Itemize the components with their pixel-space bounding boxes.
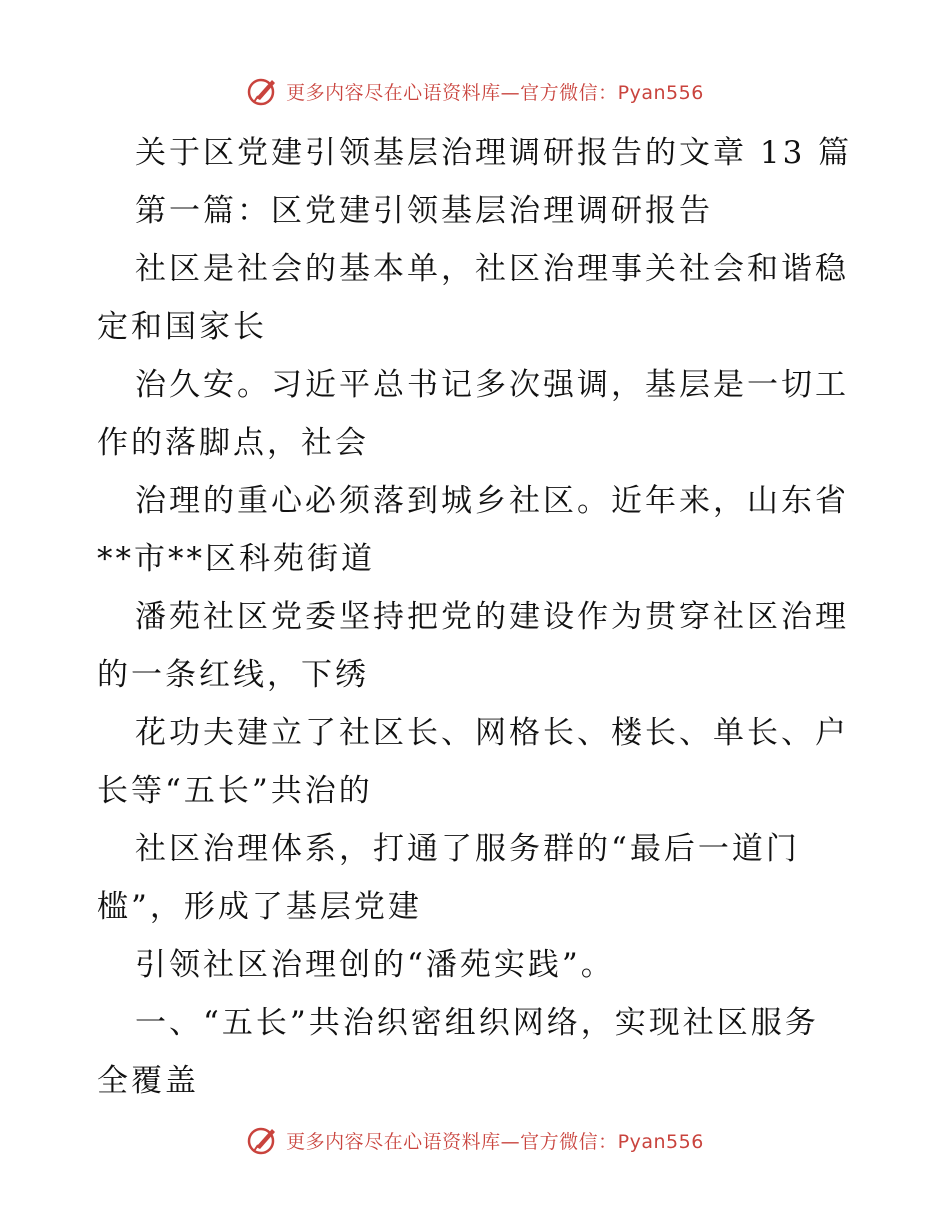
subsection-heading-continued: 全覆盖	[97, 1063, 199, 1099]
paragraph-line: 社区治理体系，打通了服务群的“最后一道门	[135, 831, 800, 867]
watermark-text: 更多内容尽在心语资料库—官方微信：Pyan556	[286, 1130, 704, 1153]
paragraph-line: 的一条红线，下绣	[97, 657, 369, 693]
header-watermark	[0, 74, 950, 108]
paragraph-line: 长等“五长”共治的	[97, 773, 373, 809]
paragraph-line: 定和国家长	[97, 309, 267, 345]
feather-pen-logo-icon	[246, 74, 280, 108]
paragraph-line: 花功夫建立了社区长、网格长、楼长、单长、户	[135, 715, 849, 751]
paragraph-line: 作的落脚点，社会	[97, 425, 369, 461]
section-heading: 第一篇：区党建引领基层治理调研报告	[135, 193, 713, 229]
paragraph-line: 社区是社会的基本单，社区治理事关社会和谐稳	[135, 251, 849, 287]
paragraph-line: 引领社区治理创的“潘苑实践”。	[135, 947, 615, 983]
paragraph-line: 治久安。习近平总书记多次强调，基层是一切工	[135, 367, 849, 403]
paragraph-line: **市**区科苑街道	[97, 541, 375, 577]
watermark-text: 更多内容尽在心语资料库—官方微信：Pyan556	[286, 81, 704, 104]
document-title: 关于区党建引领基层治理调研报告的文章 13 篇	[135, 135, 853, 171]
paragraph-line: 潘苑社区党委坚持把党的建设作为贯穿社区治理	[135, 599, 849, 635]
paragraph-line: 槛”，形成了基层党建	[97, 889, 422, 925]
document-body	[97, 124, 857, 1110]
subsection-heading: 一、“五长”共治织密组织网络，实现社区服务	[135, 1005, 819, 1041]
paragraph-line: 治理的重心必须落到城乡社区。近年来，山东省	[135, 483, 849, 519]
footer-watermark	[0, 1123, 950, 1157]
feather-pen-logo-icon	[246, 1123, 280, 1157]
